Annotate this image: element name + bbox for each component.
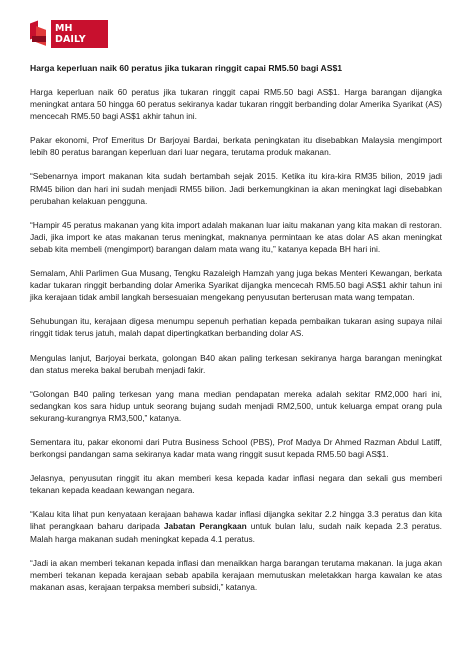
mh-daily-logo[interactable]	[30, 22, 108, 46]
article-body	[30, 86, 442, 605]
paragraph-11-text-a: “Kalau kita lihat pun kenyataan kerajaan bahawa kadar inflasi dijangka sekitar 2.2 hingga 3.3 peratus dan kita lihat perangkaan baharu daripada	[30, 509, 442, 532]
logo-mark-icon	[30, 22, 49, 46]
paragraph-10: Jelasnya, penyusutan ringgit itu akan memberi kesa kepada kadar inflasi negara dan sekali gus memberi tekanan kepada keadaan kewangan negara.	[30, 473, 442, 496]
paragraph-3: “Sebenarnya import makanan kita sudah bertambah sejak 2015. Ketika itu kira-kira RM35 bilion, 2019 jadi RM45 bilion dan hari ini sudah menjadi RM55 bilion. Jadi berkemungkinan ia akan meningkat lagi disebabkan perubahan kelakuan pengguna.	[30, 171, 442, 206]
paragraph-12: “Jadi ia akan memberi tekanan kepada inflasi dan menaikkan harga barangan terutama makanan. Ia juga akan memberi tekanan kepada kerajaan sebab apabila kerajaan memutuskan meletakkan harga kawalan ke atas makanan asas, kerajaan terpaksa memberi subsidi,” katanya.	[30, 557, 442, 592]
paragraph-7: Mengulas lanjut, Barjoyai berkata, golongan B40 akan paling terkesan sekiranya harga barangan meningkat dan status mereka bakal berubah menjadi fakir.	[30, 352, 442, 375]
paragraph-1: Harga keperluan naik 60 peratus jika tukaran ringgit capai RM5.50 bagi AS$1. Harga barangan dijangka meningkat antara 50 hingga 60 peratus sekiranya kadar tukaran ringgit berbanding dolar Amerika Syarikat (AS) mencecah RM5.50 bagi AS$1 akhir tahun ini.	[30, 87, 442, 122]
logo-text: MH DAILY	[51, 20, 108, 48]
paragraph-8: “Golongan B40 paling terkesan yang mana median pendapatan mereka adalah sekitar RM2,000 hari ini, sedangkan kos sara hidup untuk seorang bujang sudah menjadi RM2,500, untuk keluarga empat orang pula sekurang-kurangnya RM3,500,” katanya.	[30, 388, 442, 423]
paragraph-11-text-b: untuk bulan lalu, sudah naik kepada 2.3 peratus. Malah harga makanan sudah meningkat kepada 4.1 peratus.	[30, 521, 442, 544]
jabatan-perangkaan-bold: Jabatan Perangkaan	[163, 521, 247, 532]
article-title: Harga keperluan naik 60 peratus jika tukaran ringgit capai RM5.50 bagi AS$1	[30, 63, 343, 73]
paragraph-4: “Hampir 45 peratus makanan yang kita import adalah makanan luar iaitu makanan yang kita makan di restoran. Jadi, jika import ke atas makanan terus meningkat, maknanya permintaan ke atas dolar AS akan meningkat sebab kita membeli (mengimport) barangan dalam mata wang itu,” katanya kepada BH hari ini.	[30, 219, 442, 254]
paragraph-11	[30, 508, 442, 544]
paragraph-5: Semalam, Ahli Parlimen Gua Musang, Tengku Razaleigh Hamzah yang juga bekas Menteri Kewangan, berkata kadar tukaran ringgit berbanding dolar Amerika Syarikat dijangka mencecah RM5.50 bagi AS$1 akhir tahun ini jika kerajaan tidak ambil langkah bersesuaian mengekang penyusutan berterusan mata wang tempatan.	[30, 268, 442, 303]
paragraph-2: Pakar ekonomi, Prof Emeritus Dr Barjoyai Bardai, berkata peningkatan itu disebabkan Malaysia mengimport lebih 80 peratus barangan keperluan dari luar negara, terutama produk makanan.	[30, 135, 442, 158]
paragraph-9: Sementara itu, pakar ekonomi dari Putra Business School (PBS), Prof Madya Dr Ahmed Razman Abdul Latiff, berkongsi pandangan sama sekiranya kadar mata wang ringgit susut kepada RM5.50 bagi AS$1.	[30, 436, 442, 460]
paragraph-6: Sehubungan itu, kerajaan digesa menumpu sepenuh perhatian kepada pembaikan tukaran asing supaya nilai ringgit tidak terus jatuh, malah dapat dipertingkatkan berbanding dolar AS.	[30, 316, 442, 339]
